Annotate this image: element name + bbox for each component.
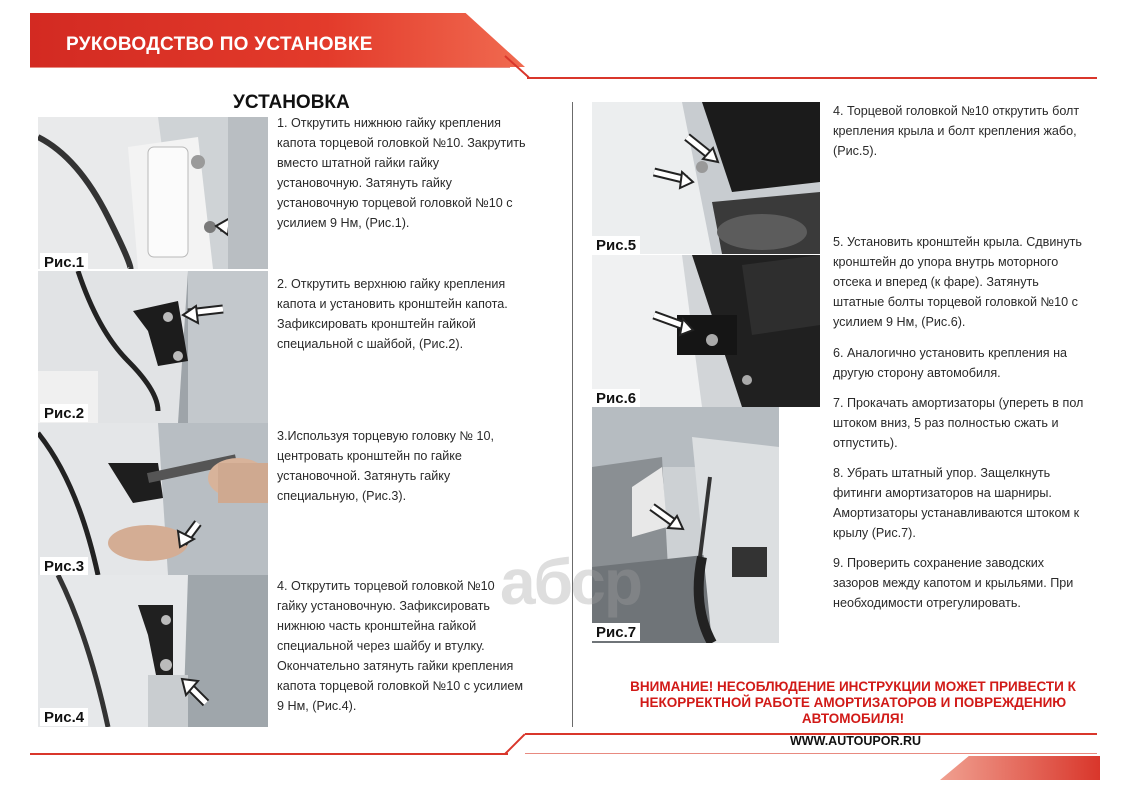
step-1-line: усилием 9 Нм, (Рис.1). [277,216,410,230]
step-7-line: отпустить). [833,436,898,450]
header-rule-underline [30,67,510,68]
step-3-line: центровать кронштейн по гайке [277,449,462,463]
step-4-text [277,576,523,716]
figure-2-label: Рис.2 [40,404,88,422]
warning-line: АВТОМОБИЛЯ! [801,711,905,726]
step-8-text [833,463,1079,543]
step-1-line: установочную. Затянуть гайку [277,176,452,190]
step-8-line: Амортизаторы устанавливаются штоком к [833,506,1080,520]
step-4-line: Окончательно затянуть гайки крепления [277,659,514,673]
figure-7-label: Рис.7 [592,623,640,641]
step-9-text [833,553,1073,613]
step-1-line: вместо штатной гайки гайку [277,156,440,170]
column-divider [572,102,573,727]
step-5-line: кронштейн до упора внутрь моторного [833,255,1059,269]
step-4-line: капота торцевой головкой №10 с усилием [277,679,524,693]
figure-1-label: Рис.1 [40,253,88,271]
step-9-line: необходимости отрегулировать. [833,596,1021,610]
warning-line: НЕКОРРЕКТНОЙ РАБОТЕ АМОРТИЗАТОРОВ И ПОВРЕЖДЕНИЮ [639,695,1067,710]
figure-2-photo [38,271,268,423]
step-4b-line: крепления крыла и болт крепления жабо, [833,124,1077,138]
step-2-line: 2. Открутить верхнюю гайку крепления [277,277,506,291]
step-5-text [833,232,1082,332]
step-2-line: капота и установить кронштейн капота. [277,297,508,311]
step-1-text [277,113,526,233]
step-8-line: фитинги амортизаторов на шарниры. [833,486,1052,500]
step-4b-line: 4. Торцевой головкой №10 открутить болт [833,104,1080,118]
step-9-line: 9. Проверить сохранение заводских [833,556,1045,570]
step-4-line: гайку установочную. Зафиксировать [277,599,490,613]
step-8-line: крылу (Рис.7). [833,526,916,540]
figure-5-label: Рис.5 [592,236,640,254]
step-7-text [833,393,1083,453]
step-7-line: штоком вниз, 5 раз полностью сжать и [833,416,1059,430]
figure-3-label: Рис.3 [40,557,88,575]
step-4b-line: (Рис.5). [833,144,878,158]
step-1-line: капота торцевой головкой №10. Закрутить [277,136,526,150]
step-6-text [833,343,1067,383]
step-5-line: отсека и вперед (к фаре). Затянуть [833,275,1039,289]
footer-accent-shape [940,756,1100,780]
step-4b-text [833,101,1079,161]
figure-6-photo [592,255,820,407]
footer-rule-bottom [525,753,1097,754]
step-1-line: установочную торцевой головкой №10 с [277,196,513,210]
step-6-line: другую сторону автомобиля. [833,366,1001,380]
footer-diagonal-line [504,733,525,754]
step-3-line: 3.Используя торцевую головку № 10, [277,429,494,443]
step-1-line: 1. Открутить нижнюю гайку крепления [277,116,501,130]
website-url[interactable]: WWW.AUTOUPOR.RU [790,734,922,748]
warning-text [612,679,1094,727]
step-4-line: нижнюю часть кронштейна гайкой [277,619,477,633]
step-2-line: специальной с шайбой, (Рис.2). [277,337,464,351]
figure-1-photo [38,117,268,269]
step-2-text [277,274,508,354]
step-8-line: 8. Убрать штатный упор. Защелкнуть [833,466,1051,480]
step-6-line: 6. Аналогично установить крепления на [833,346,1068,360]
step-9-line: зазоров между капотом и крыльями. При [833,576,1074,590]
step-3-text [277,426,494,506]
step-3-line: специальную, (Рис.3). [277,489,407,503]
figure-4-label: Рис.4 [40,708,88,726]
figure-5-photo [592,102,820,254]
step-4-line: специальной через шайбу и втулку. [277,639,485,653]
section-title: УСТАНОВКА [233,92,350,113]
step-3-line: установочной. Затянуть гайку [277,469,451,483]
page-title: РУКОВОДСТВО ПО УСТАНОВКЕ [66,34,373,55]
step-5-line: усилием 9 Нм, (Рис.6). [833,315,966,329]
footer-rule-left [30,753,508,755]
figure-3-photo [38,423,268,575]
figure-4-photo [38,575,268,727]
step-4-line: 9 Нм, (Рис.4). [277,699,357,713]
watermark-logo: абср [500,546,641,618]
step-5-line: 5. Установить кронштейн крыла. Сдвинуть [833,235,1082,249]
warning-line: ВНИМАНИЕ! НЕСОБЛЮДЕНИЕ ИНСТРУКЦИИ МОЖЕТ ПРИВЕСТИ К [630,679,1076,694]
step-4-line: 4. Открутить торцевой головкой №10 [277,579,495,593]
header-rule [527,77,1097,79]
step-2-line: Зафиксировать кронштейн гайкой [277,317,476,331]
step-7-line: 7. Прокачать амортизаторы (упереть в пол [833,396,1084,410]
figure-6-label: Рис.6 [592,389,640,407]
step-5-line: штатные болты торцевой головкой №10 с [833,295,1078,309]
